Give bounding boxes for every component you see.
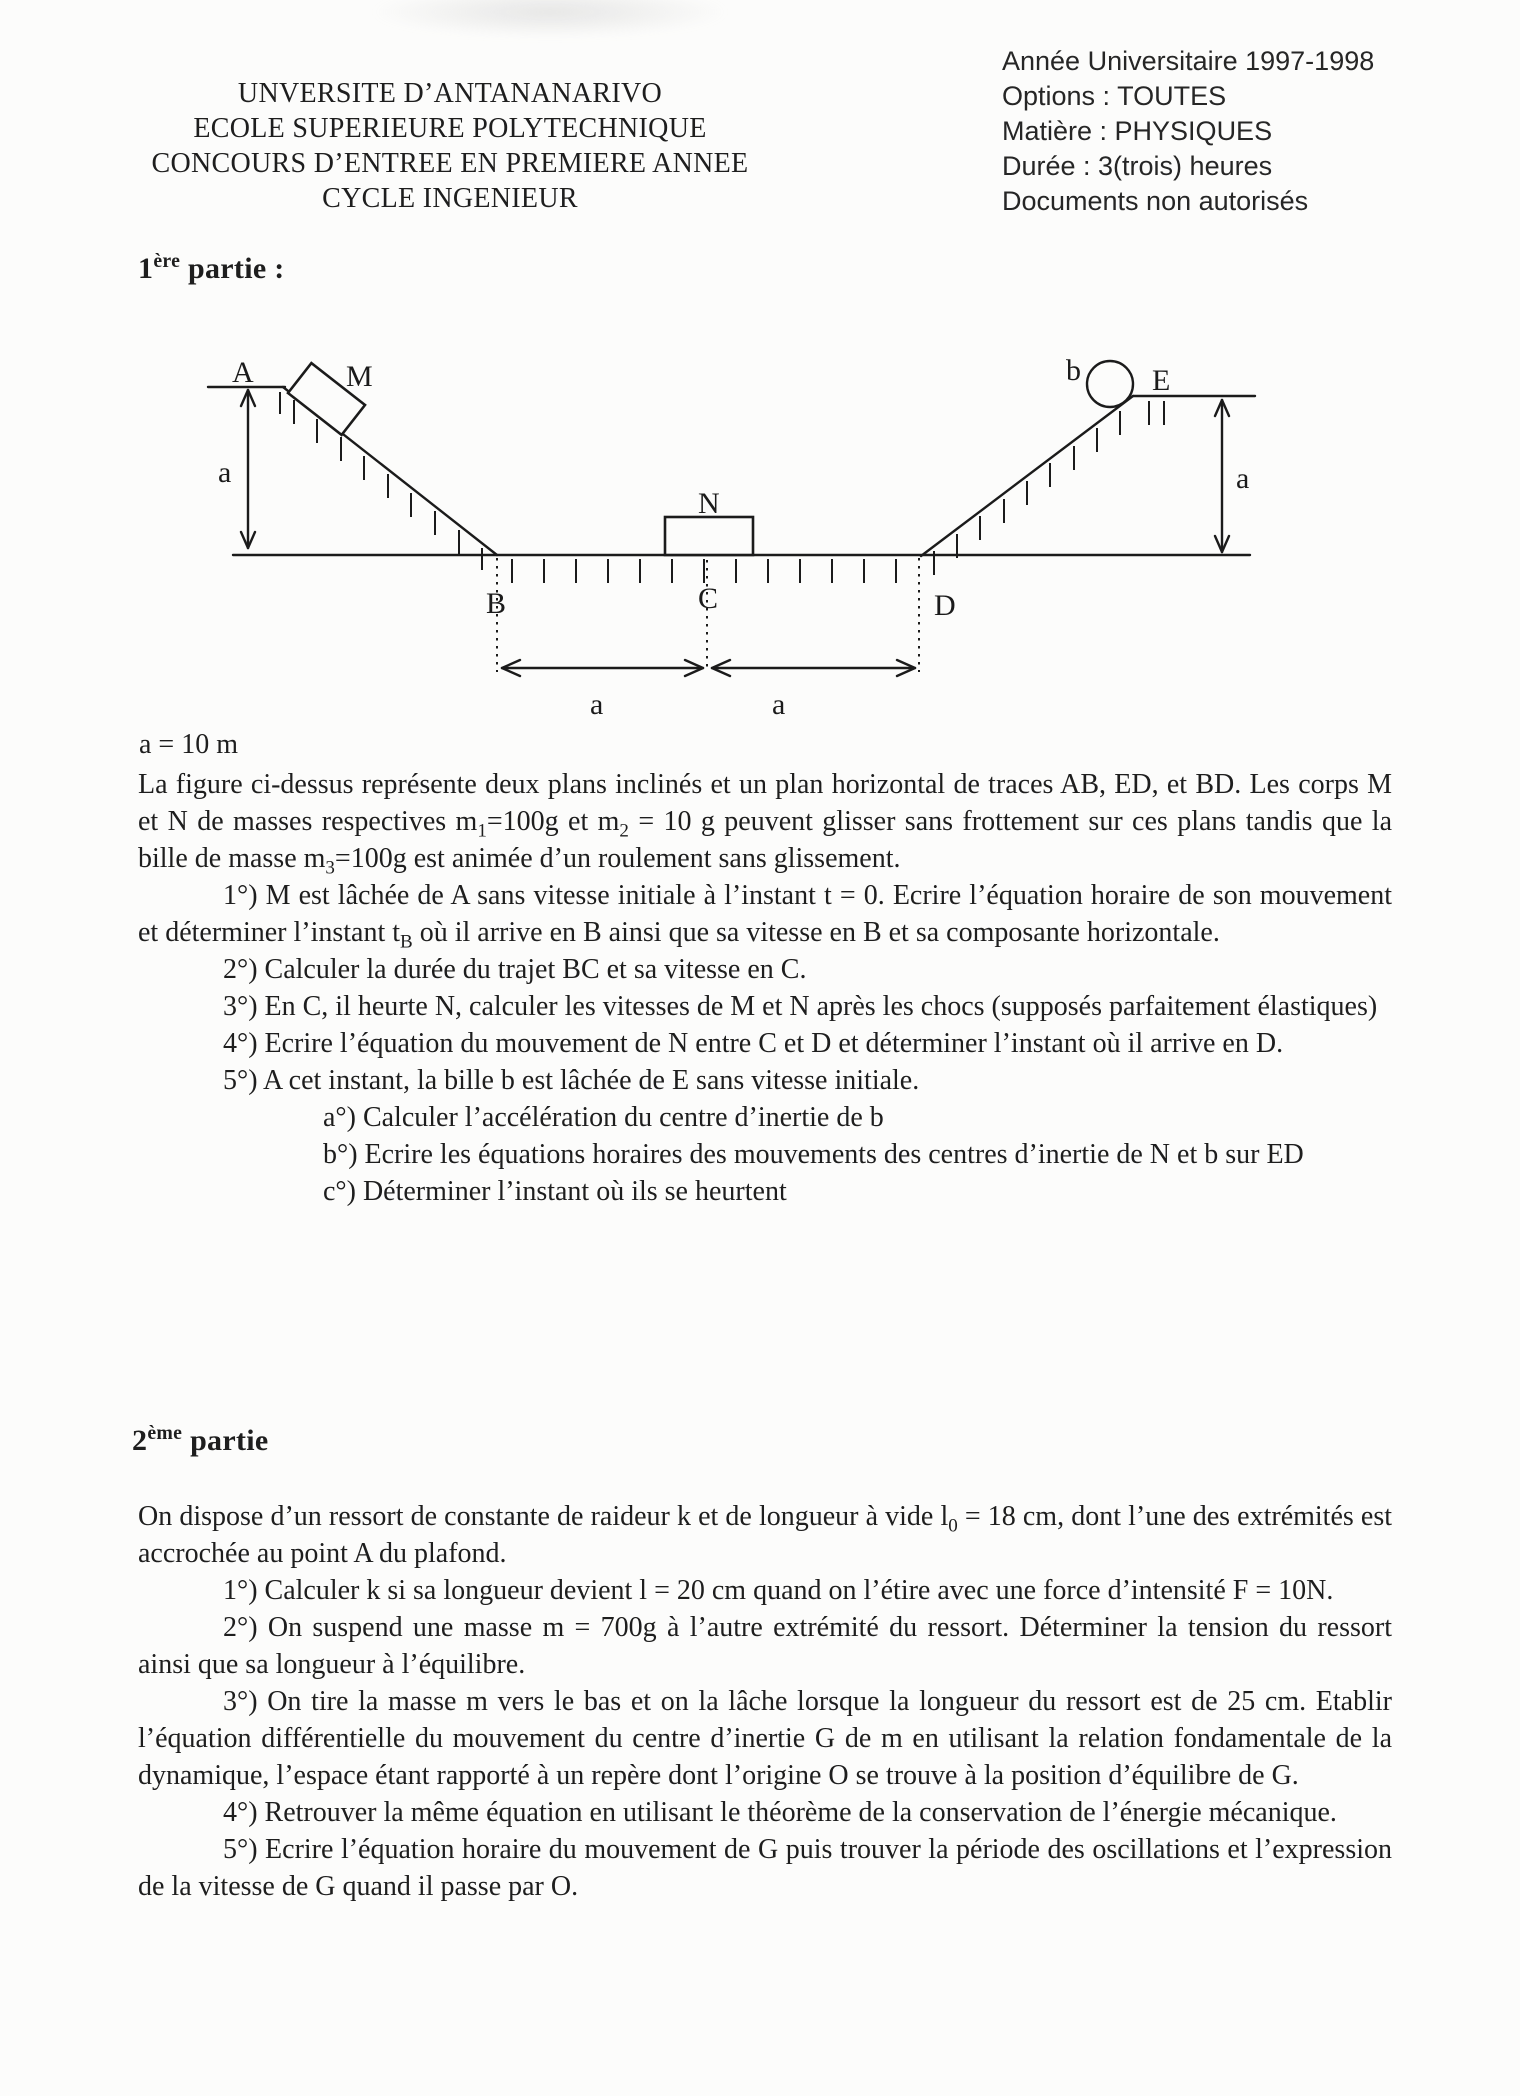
given-value-a: a = 10 m [139,729,238,760]
paragraph: On dispose d’un ressort de constante de raideur k et de longueur à vide $l_0 = 18$ cm, dont l’une des extrémités est accrochée au point A du plafond. [138,1501,1393,1569]
paragraph: 2°) On suspend une masse m = 700g à l’autre extrémité du ressort. Déterminer la tension du ressort ainsi que sa longueur à l’équilibre. [138,1612,1392,1680]
exam-info-line: Documents non autorisés [1002,186,1309,216]
institution-header [105,76,795,216]
paragraph: 4°) Retrouver la même équation en utilisant le théorème de la conservation de l’énergie mécanique. [223,1797,1337,1828]
dim-arrow-BC [502,660,703,676]
physics-figure [150,330,1420,730]
paragraph: 5°) Ecrire l’équation horaire du mouvement de G puis trouver la période des oscillations et l’expression de la vitesse de G quand il passe par O. [138,1834,1392,1902]
figure-label-B: B [486,587,507,620]
part1-heading-text: partie : [180,252,285,285]
hatching-left-incline [280,392,482,570]
exam-info-line: Année Universitaire 1997-1998 [1002,46,1375,76]
hatching-ground [512,559,896,583]
exam-info-line: Durée : 3(trois) heures [1002,151,1273,181]
figure-label-A: A [232,356,254,389]
hatching-right-incline [934,401,1164,575]
figure-label-b: b [1066,354,1081,387]
figure-label-M: M [346,360,373,393]
dim-arrow-CD [712,660,915,676]
dim-arrow-height-right [1215,400,1229,552]
dim-arrow-height-left [241,390,255,548]
figure-label-C: C [698,582,719,615]
part2-paragraphs [138,1498,1392,1905]
part2-heading-text: partie [182,1424,269,1457]
part2-heading-ordinal: ème [147,1422,183,1444]
inclined-planes-diagram [150,330,1420,730]
paragraph: a°) Calculer l’accélération du centre d’inertie de b [323,1102,884,1133]
paragraph: b°) Ecrire les équations horaires des mouvements des centres d’inertie de N et b sur ED [323,1139,1304,1170]
incline-right-DE [921,396,1133,556]
paragraph: 4°) Ecrire l’équation du mouvement de N entre C et D et déterminer l’instant où il arrive en D. [223,1028,1284,1059]
block-N [665,517,753,555]
paragraph: c°) Déterminer l’instant où ils se heurtent [323,1176,787,1207]
paragraph: 1°) Calculer k si sa longueur devient l = 20 cm quand on l’étire avec une force d’intensité F = 10N. [223,1575,1334,1606]
part1-paragraphs [138,766,1392,1210]
part1-heading [138,250,285,286]
figure-label-a-span-CD: a [772,688,786,721]
ball-b [1087,361,1133,407]
figure-label-a-span-BC: a [590,688,604,721]
part2-heading-number: 2 [132,1424,148,1457]
paragraph: 1°) M est lâchée de A sans vitesse initiale à l’instant t = 0. Ecrire l’équation horaire de son mouvement et déterminer l’instant $t_B$ où il arrive en B ainsi que sa vitesse en B et sa composante horizontale. [138,880,1392,953]
exam-info-line: Matière : PHYSIQUES [1002,116,1273,146]
part1-heading-number: 1 [138,252,154,285]
institution-line: UNVERSITE D’ANTANANARIVO [237,78,663,109]
institution-line: CONCOURS D’ENTREE EN PREMIERE ANNEE [151,148,749,179]
exam-info-header [1002,44,1432,219]
institution-line: CYCLE INGENIEUR [322,183,578,214]
scan-smudge [370,0,730,38]
paragraph: 5°) A cet instant, la bille b est lâchée de E sans vitesse initiale. [223,1065,920,1096]
figure-label-a-right: a [1236,462,1250,495]
part1-heading-ordinal: ère [153,250,181,272]
exam-info-line: Options : TOUTES [1002,81,1227,111]
paragraph: La figure ci-dessus représente deux plans inclinés et un plan horizontal de traces AB, ED, et BD. Les corps M et N de masses respectives $m_1=100g$ et $m_2 = 10$ g peuvent glisser sans frottement sur ces plans tandis que la bille de masse $m_3=100g$ est animée d’un roulement sans glissement. [138,769,1392,879]
institution-line: ECOLE SUPERIEURE POLYTECHNIQUE [193,113,707,144]
figure-label-a-left: a [218,456,232,489]
part2-heading [132,1422,269,1458]
figure-label-N: N [698,487,720,520]
paragraph: 3°) En C, il heurte N, calculer les vitesses de M et N après les chocs (supposés parfaitement élastiques) [223,991,1378,1022]
paragraph: 2°) Calculer la durée du trajet BC et sa vitesse en C. [223,954,807,985]
paragraph: 3°) On tire la masse m vers le bas et on la lâche lorsque la longueur du ressort est de 25 cm. Etablir l’équation différentielle du mouvement du centre d’inertie G de m en utilisant la relation fondamentale de la dynamique, l’espace étant rapporté à un repère dont l’origine O se trouve à la position d’équilibre de G. [138,1686,1392,1791]
figure-label-D: D [934,589,956,622]
figure-label-E: E [1152,364,1171,397]
